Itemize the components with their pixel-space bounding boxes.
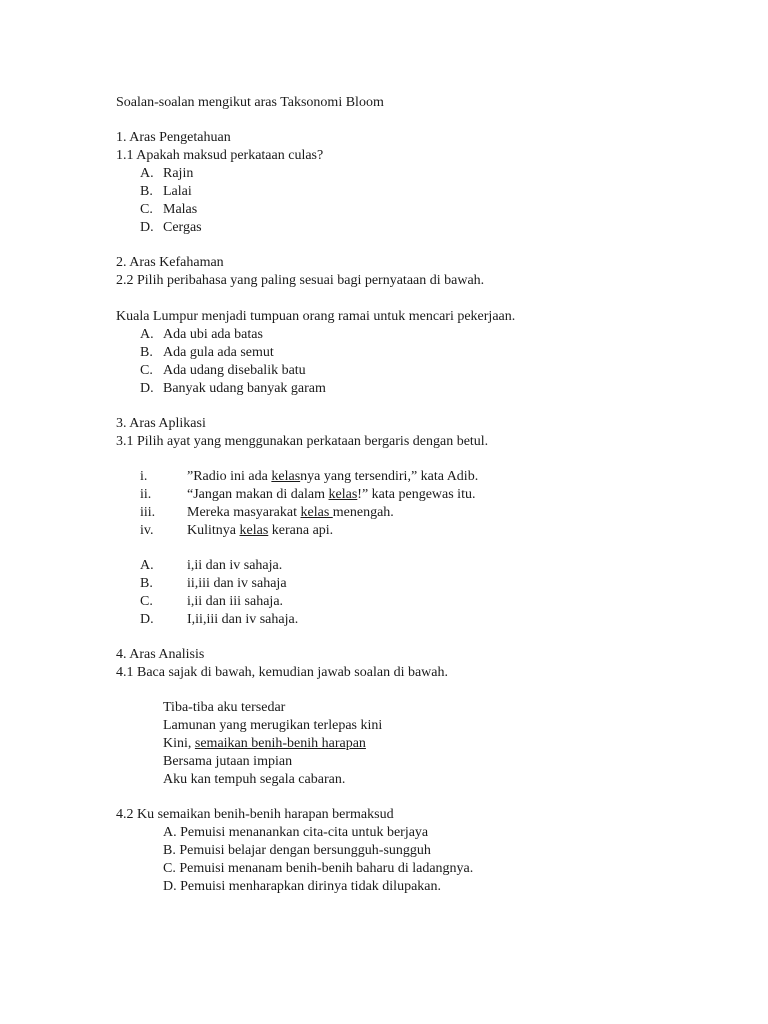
option-letter: B.: [140, 576, 153, 591]
item-text: !” kata pengewas itu.: [357, 487, 476, 502]
option-text: I,ii,iii dan iv sahaja.: [187, 612, 299, 627]
question-3-1: 3.1 Pilih ayat yang menggunakan perkataan bergaris dengan betul.: [116, 434, 489, 449]
item-number: iv.: [140, 523, 154, 538]
option-text: Rajin: [163, 166, 194, 181]
underlined-word: kelas: [328, 487, 358, 502]
item-text: Mereka masyarakat: [187, 505, 301, 520]
option-text: B. Pemuisi belajar dengan bersungguh-sungguh: [163, 843, 431, 858]
option-text: ii,iii dan iv sahaja: [187, 576, 287, 591]
item-sentence: [187, 486, 475, 504]
poem-line: Tiba-tiba aku tersedar: [163, 700, 286, 715]
poem-line: Bersama jutaan impian: [163, 754, 293, 769]
item-sentence: [187, 468, 478, 486]
question-4-2: 4.2 Ku semaikan benih-benih harapan bermaksud: [116, 807, 394, 822]
option-letter: A.: [140, 327, 154, 342]
option-letter: B.: [140, 184, 153, 199]
option-text: Ada udang disebalik batu: [163, 363, 306, 378]
option-text: A. Pemuisi menanankan cita-cita untuk berjaya: [163, 825, 429, 840]
item-number: i.: [140, 469, 148, 484]
question-1-1: 1.1 Apakah maksud perkataan culas?: [116, 148, 324, 163]
option-letter: D.: [140, 612, 154, 627]
item-number: ii.: [140, 487, 152, 502]
item-sentence: [187, 522, 333, 540]
option-letter: A.: [140, 166, 154, 181]
option-letter: D.: [140, 220, 154, 235]
option-letter: C.: [140, 594, 153, 609]
underlined-phrase: semaikan benih-benih harapan: [194, 736, 366, 751]
option-letter: C.: [140, 363, 153, 378]
poem-text: Kini,: [163, 736, 195, 751]
option-text: Ada gula ada semut: [163, 345, 274, 360]
item-text: Kulitnya: [187, 523, 240, 538]
option-letter: D.: [140, 381, 154, 396]
underlined-word: kelas: [239, 523, 269, 538]
poem-line: Lamunan yang merugikan terlepas kini: [163, 718, 383, 733]
option-text: Ada ubi ada batas: [163, 327, 263, 342]
underlined-word: kelas: [271, 469, 301, 484]
option-text: i,ii dan iv sahaja.: [187, 558, 283, 573]
poem-line: [163, 735, 366, 753]
option-text: D. Pemuisi menharapkan dirinya tidak dilupakan.: [163, 879, 441, 894]
section-heading-2: 2. Aras Kefahaman: [116, 255, 224, 270]
option-text: Malas: [163, 202, 198, 217]
underlined-word: kelas: [300, 505, 333, 520]
section-heading-4: 4. Aras Analisis: [116, 647, 205, 662]
option-text: i,ii dan iii sahaja.: [187, 594, 284, 609]
option-text: Lalai: [163, 184, 192, 199]
section-heading-1: 1. Aras Pengetahuan: [116, 130, 231, 145]
statement: Kuala Lumpur menjadi tumpuan orang ramai untuk mencari pekerjaan.: [116, 309, 516, 324]
option-letter: B.: [140, 345, 153, 360]
item-text: nya yang tersendiri,” kata Adib.: [300, 469, 479, 484]
item-number: iii.: [140, 505, 156, 520]
poem-line: Aku kan tempuh segala cabaran.: [163, 772, 346, 787]
question-4-1: 4.1 Baca sajak di bawah, kemudian jawab soalan di bawah.: [116, 665, 449, 680]
section-heading-3: 3. Aras Aplikasi: [116, 416, 206, 431]
document-title: Soalan-soalan mengikut aras Taksonomi Bloom: [116, 95, 384, 110]
item-text: “Jangan makan di dalam: [187, 487, 329, 502]
item-text: ”Radio ini ada: [187, 469, 272, 484]
question-2-2: 2.2 Pilih peribahasa yang paling sesuai bagi pernyataan di bawah.: [116, 273, 485, 288]
item-sentence: [187, 504, 394, 522]
option-letter: A.: [140, 558, 154, 573]
option-text: C. Pemuisi menanam benih-benih baharu di ladangnya.: [163, 861, 474, 876]
item-text: kerana api.: [268, 523, 334, 538]
option-letter: C.: [140, 202, 153, 217]
option-text: Cergas: [163, 220, 202, 235]
item-text: menengah.: [332, 505, 394, 520]
option-text: Banyak udang banyak garam: [163, 381, 326, 396]
